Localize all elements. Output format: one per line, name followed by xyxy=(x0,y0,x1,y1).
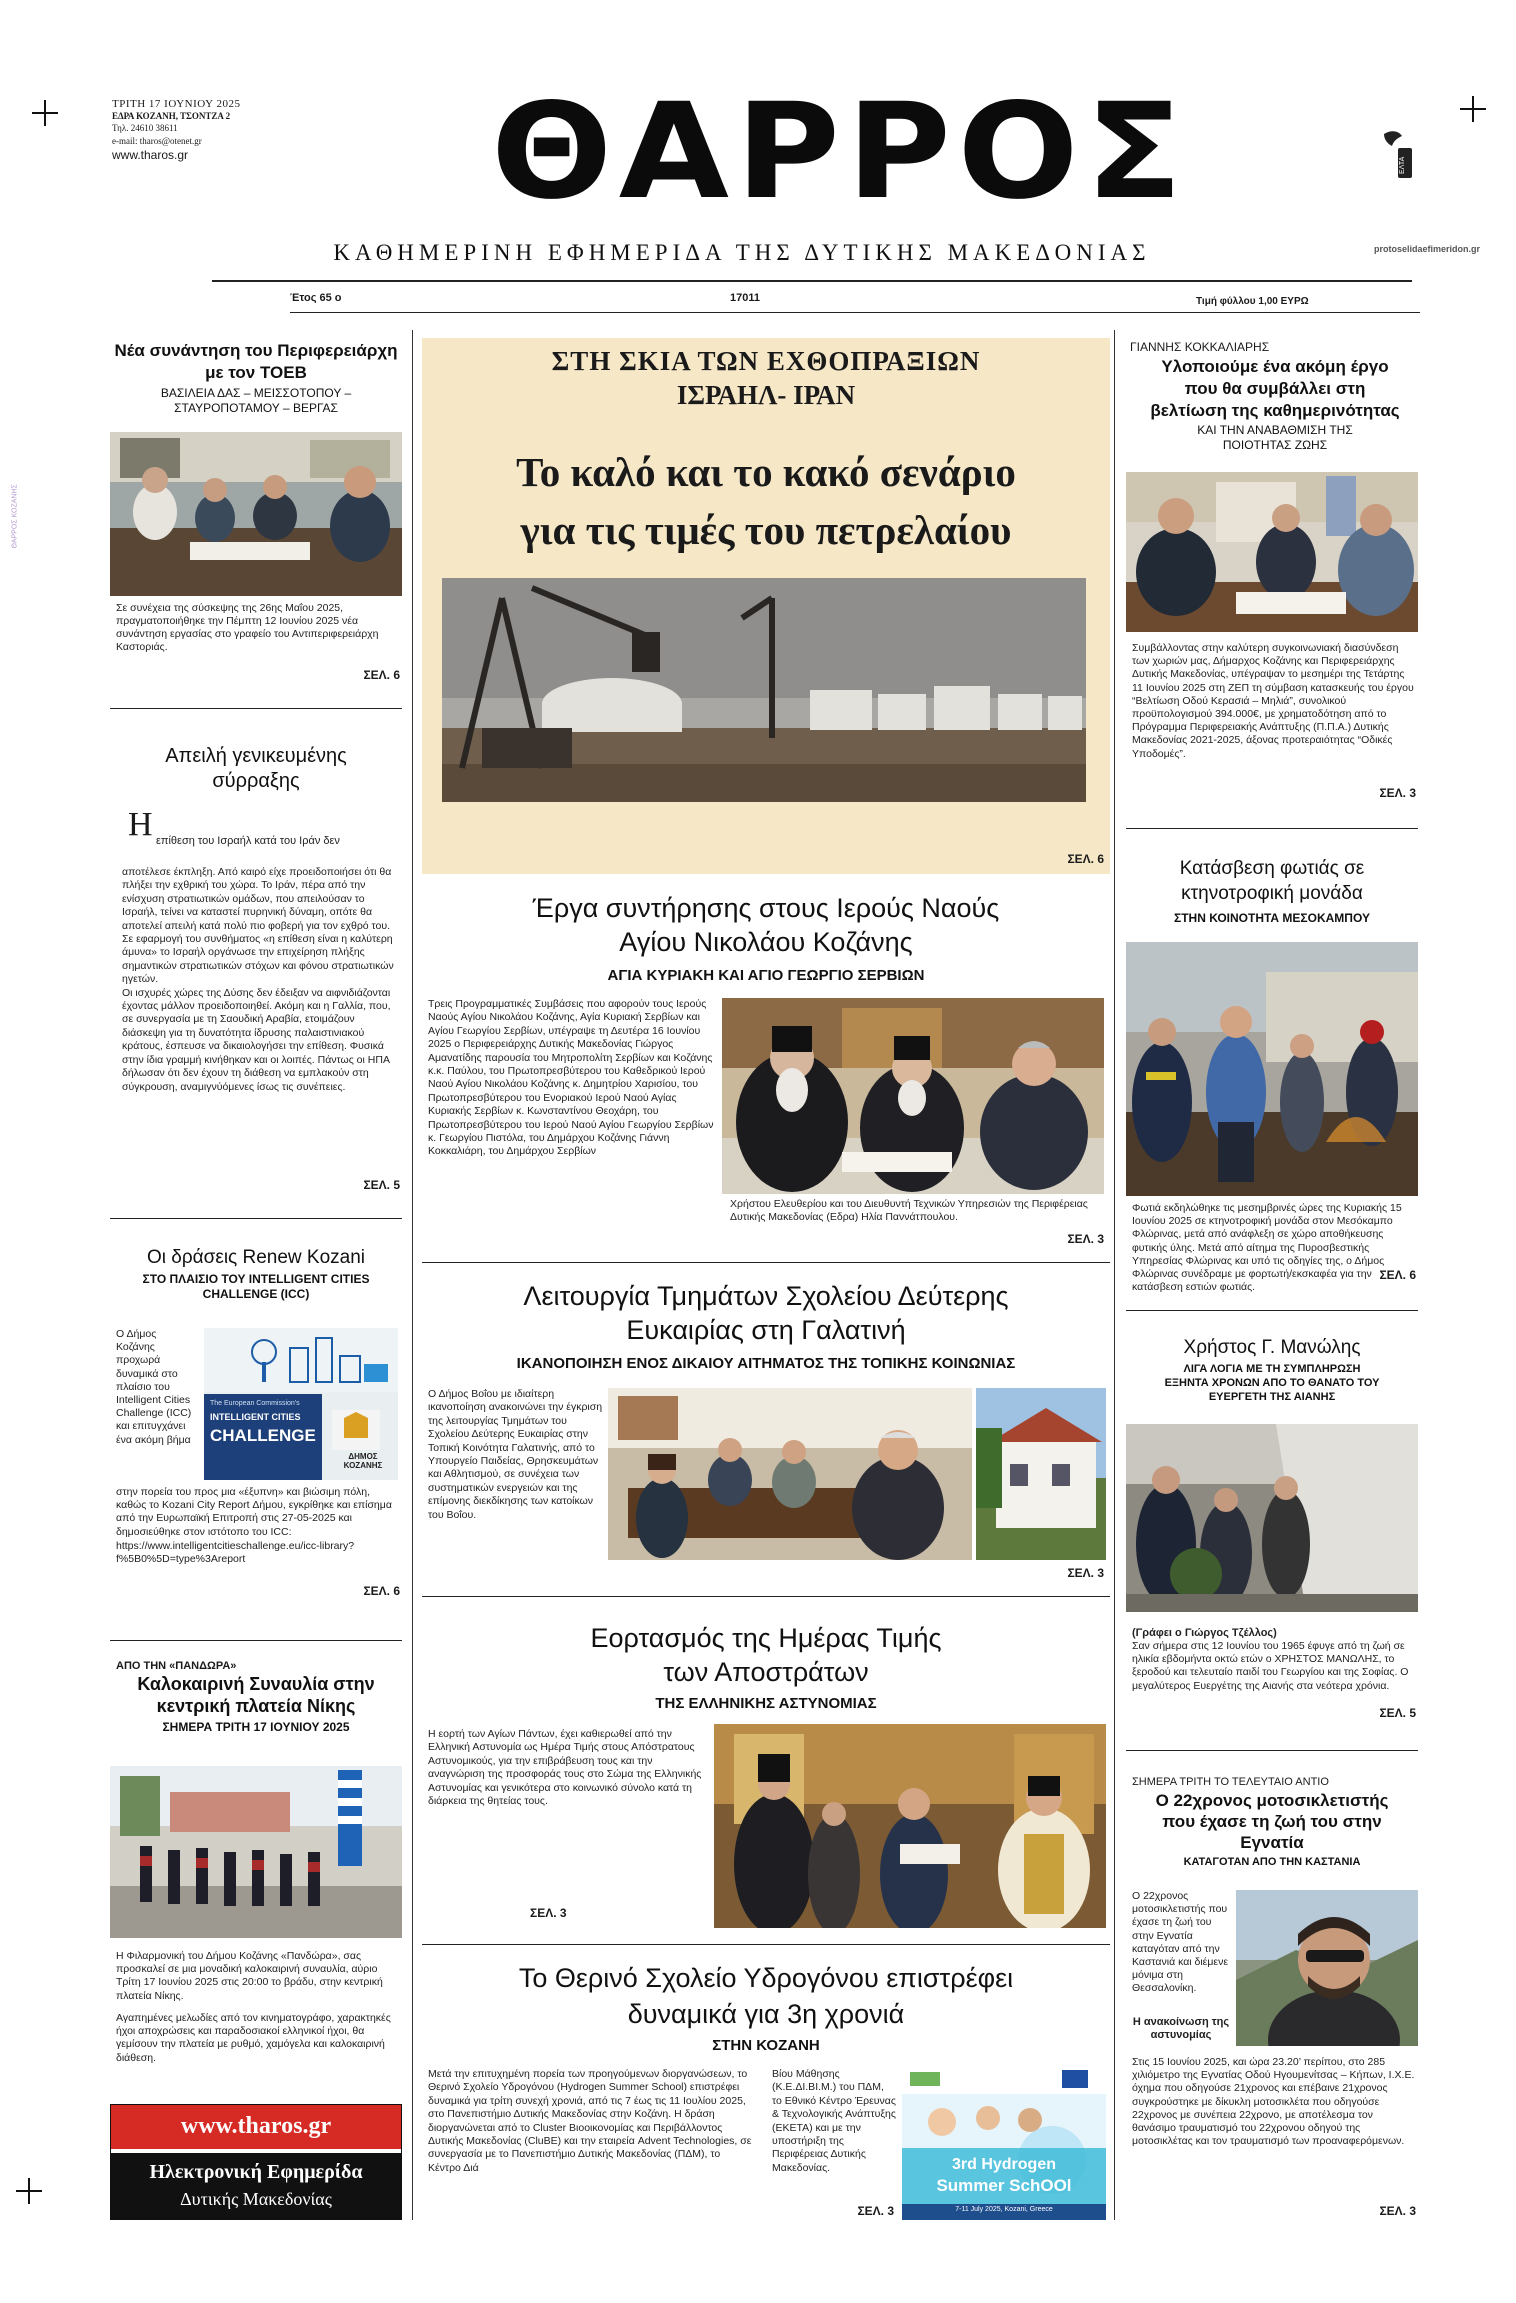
hydrogen-poster-line2: Summer SchOOl xyxy=(936,2176,1072,2195)
center-story-hydrogen-body2: Βίου Μάθησης (Κ.Ε.ΔΙ.ΒΙ.Μ.) του ΠΔΜ, το Εθνικό Κέντρο Έρευνας & Τεχνολογικής Ανάπτυξης (ΕΚΕΤΑ) και με την υποστήριξη της Περιφέρειας Δυτικής Μακεδονίας. xyxy=(772,2068,896,2174)
center-story-school-body: Ο Δήμος Βοΐου με ιδιαίτερη ικανοποίηση ανακοινώνει την έγκριση της λειτουργίας Τμημάτων του Σχολείου Δεύτερης Ευκαιρίας στην Τοπική Κοινότητα Γαλατινής, από το Υπουργείο Παιδείας, Θρησκευμάτων και Αθλητισμού, σε συνέχεια των συστηματικών ενεργειών και της επίμονης διεκδίκησης των κατοίκων του Βοΐου. xyxy=(428,1388,603,1521)
center-story-churches-title1[interactable]: Έργα συντήρησης στους Ιερούς Ναούς xyxy=(532,893,1000,923)
center-story-churches-ref[interactable]: ΣΕΛ. 3 xyxy=(1067,1232,1104,1246)
tharos-ad-url[interactable]: www.tharos.gr xyxy=(180,2113,332,2139)
center-story-churches-title2[interactable]: Αγίου Νικολάου Κοζάνης xyxy=(619,927,913,957)
right-story-crash-ref[interactable]: ΣΕΛ. 3 xyxy=(1379,2204,1416,2218)
right-divider-2 xyxy=(1126,1310,1418,1311)
left-story-war-body: αποτέλεσε έκπληξη. Από καιρό είχε προειδοποιήσει ότι θα πλήξει την εχθρική του χώρα. Το Ιράν, πέρα από την ενίσχυση στρατιωτικών ομάδων, που απειλούσαν το Ισραήλ, τείνει να καταστεί πυρηνική δύναμη, οπότε θα αποτελεί απειλή κατά πολύ πιο φοβερή για τον εχθρό του. Σε εφαρμογή του συνθήματος «η επίθεση είναι η καλύτερη άμυνα» το Ισραήλ οργάνωσε την επιχείρηση πλήξης σημαντικών στρατιωτικών στόχων και φόνου στρατιωτικών ηγετών. Οι ισχυρές χώρες της Δύσης δεν έδειξαν να αιφνιδιάζονται έχοντας μάλλον προειδοποιηθεί. Ακόμη και η Γαλλία, που, σε συνεργασία με τη Σαουδική Αραβία, ετοιμάζουν διάσκεψη για τη δυνατότητα ίδρυσης παλαιστινιακού κράτους, έσπευσε να δικαιολογήσει την επίθεση. Φυσικά στην ίδια γραμμή κινήθηκαν και οι λοιπές. Πάντως οι ΗΠΑ δήλωσαν ότι δεν έχουν τη διάθεση να εμπλακούν στη σύγκρουση, αναμιγνύόμενες ίσως τις συνέπειες. xyxy=(122,866,394,1093)
center-story-churches-caption: Χρήστου Ελευθερίου και του Διευθυντή Τεχνικών Υπηρεσιών της Περιφέρειας Δυτικής Μακεδονίας (Εδρα) Ηλία Παννάτπουλου. xyxy=(730,1198,1088,1224)
masthead-date: ΤΡΙΤΗ 17 ΙΟΥΝΙΟΥ 2025 xyxy=(112,98,241,110)
left-story-war xyxy=(110,744,402,794)
elta-logo xyxy=(1376,126,1416,182)
right-story-crash xyxy=(1126,1776,1418,1870)
photo-band-parade xyxy=(110,1766,402,1938)
center-story-churches-body: Τρεις Προγραμματικές Συμβάσεις που αφορούν τους Ιερούς Ναούς Αγίου Νικολάου Κοζάνης, Αγία Κυριακή Σερβίων και Αγίου Γεωργίου Σερβίων, υπέγραψε τη Δευτέρα 16 Ιουνίου 2025 ο Περιφερειάρχης Δυτικής Μακεδονίας Γιώργος Αμανατίδης παρουσία του Μητροπολίτη Σερβίων και Κοζάνης κ.κ. Παύλου, του Πρωτοπρεσβύτερου του Καθεδρικού Ιερού Ναού Αγίου Νικολάου Κοζάνης κ. Δημητρίου Χαρισίου, του Πρωτοπρεσβύτερου του Ενοριακού Ιερού Ναού Αγίας Κυριακής Σερβίων κ. Κωνσταντίνου Θεοχάρη, του Πρωτοπρεσβύτερου του Ιερού Ναού Αγίου Γεωργίου Σερβίων κ. Γεωργίου Πιστόλα, του Δημάρχου Κοζάνης Γιάννη Κοκκαλιάρη, του Δημάρχου Σερβίων xyxy=(428,998,714,1158)
lead-story-title2[interactable]: για τις τιμές του πετρελαίου xyxy=(520,507,1012,553)
right-story-fire-body: Φωτιά εκδηλώθηκε τις μεσημβρινές ώρες της Κυριακής 15 Ιουνίου 2025 σε κτηνοτροφική μονάδα στον Μεσόκαμπο Φλώρινας, μετά από ανάφλεξη σε χώρο αποθήκευσης φυτικής ύλης. Μετά από αίτημα της Πυροσβεστικής Υπηρεσίας Φλώρινας και υπό τις οδηγίες της, ο Δήμος Φλώρινας συνέδραμε με φορτωτή/εκσκαφέα για την κατάσβεση εστιών φωτιάς. xyxy=(1132,1202,1402,1294)
left-divider-3 xyxy=(110,1640,402,1641)
tharos-ad-line2: Δυτικής Μακεδονίας xyxy=(180,2189,332,2209)
lead-story-ref[interactable]: ΣΕΛ. 6 xyxy=(1067,852,1104,866)
photo-memorial xyxy=(1126,1424,1418,1612)
left-story-war-lead: επίθεση του Ισραήλ κατά του Ιράν δεν xyxy=(156,835,340,847)
masthead-web[interactable]: www.tharos.gr xyxy=(112,148,189,162)
center-story-hydrogen-subtitle: ΣΤΗΝ ΚΟΖΑΝΗ xyxy=(712,2037,820,2054)
lead-story-title1[interactable]: Το καλό και το κακό σενάριο xyxy=(516,449,1016,495)
center-divider-3 xyxy=(422,1944,1110,1945)
left-divider-2 xyxy=(110,1218,402,1219)
left-story-concert-title[interactable]: Καλοκαιρινή Συναυλία στην κεντρική πλατεία Νίκης xyxy=(137,1674,375,1716)
issue-rule xyxy=(290,312,1420,313)
right-story-crash-subtitle: ΚΑΤΑΓΟΤΑΝ ΑΠΟ ΤΗΝ ΚΑΣΤΑΝΙΑ xyxy=(1183,1856,1361,1868)
left-story-toeb-subtitle: ΒΑΣΙΛΕΙΑ ΔΑΣ – ΜΕΙΣΣΟΤΟΠΟΥ – ΣΤΑΥΡΟΠΟΤΑΜΟΥ – ΒΕΡΓΑΣ xyxy=(160,386,352,415)
right-story-fire xyxy=(1126,856,1418,926)
masthead-issue: 17011 xyxy=(730,292,760,304)
photo-school-meeting xyxy=(608,1388,972,1560)
center-story-hydrogen-body: Μετά την επιτυχημένη πορεία των προηγούμενων διοργανώσεων, το Θερινό Σχολείο Υδρογόνου (Hydrogen Summer School) επιστρέφει δυναμικά για τρίτη συνεχή χρονιά, από τις 7 έως τις 11 Ιουλίου 2025, στο Πανεπιστήμιο Δυτικής Μακεδονίας στην Κοζάνη. Η δράση διοργανώνεται από το Cluster Βιοοικονομίας και Περιβάλλοντος Δυτικής Μακεδονίας (CluBE) και την εταιρεία Advent Technologies, σε συνεργασία με το Πανεπιστήμιο Δυτικής Μακεδονίας (ΠΔΜ), το Κέντρο Διά xyxy=(428,2068,752,2174)
right-story-crash-announce: Η ανακοίνωση της αστυνομίας xyxy=(1132,2016,1230,2041)
right-story-manolis xyxy=(1126,1336,1418,1404)
right-story-crash-body: Στις 15 Ιουνίου 2025, και ώρα 23.20’ περίπου, στο 285 χιλιόμετρο της Εγνατίας Οδού Ηγουμενίτσας – Κήπων, Ι.Χ.Ε. όχημα που οδηγούσε 21χρονος και επέβαινε 21χρονος συγκρούστηκε με δίκυκλη μοτοσικλέτα που οδηγούσε 22χρονος με συνέπεια 22χρονο, με αποτέλεσμα τον θανάσιμο τραυματισμό του 22χρονου οδηγού της μοτοσικλέτας και τον τραυματισμό των προαναφερόμενων. xyxy=(1132,2056,1415,2148)
left-story-war-title[interactable]: Απειλή γενικευμένης σύρραξης xyxy=(165,745,347,792)
photo-toeb-meeting xyxy=(110,432,402,596)
right-story-fire-title[interactable]: Κατάσβεση φωτιάς σε κτηνοτροφική μονάδα xyxy=(1179,858,1365,904)
hydrogen-poster xyxy=(902,2064,1106,2220)
center-story-police-title1[interactable]: Εορτασμός της Ημέρας Τιμής xyxy=(590,1623,942,1653)
masthead-info xyxy=(112,98,312,162)
hydrogen-poster-line1: 3rd Hydrogen xyxy=(951,2156,1056,2173)
center-story-school-ref[interactable]: ΣΕΛ. 3 xyxy=(1067,1566,1104,1580)
right-story-kokkaliaris-title[interactable]: Υλοποιούμε ένα ακόμη έργο που θα συμβάλλει στη βελτίωση της καθημερινότητας xyxy=(1150,357,1400,420)
right-story-kokkaliaris-kicker: ΓΙΑΝΝΗΣ ΚΟΚΚΑΛΙΑΡΗΣ xyxy=(1130,340,1270,354)
masthead-email: e-mail: tharos@otenet.gr xyxy=(112,136,202,146)
center-story-school-title1[interactable]: Λειτουργία Τμημάτων Σχολείου Δεύτερης xyxy=(523,1281,1009,1311)
left-story-renew-ref[interactable]: ΣΕΛ. 6 xyxy=(363,1584,400,1598)
side-vertical-label: ΘΑΡΡΟΣ ΚΟΖΑΝΗΣ xyxy=(11,484,19,549)
left-story-renew-body-side: Ο Δήμος Κοζάνης προχωρά δυναμικά στο πλαίσιο του Intelligent Cities Challenge (ICC) και επιτυγχάνει ένα ακόμη βήμα xyxy=(116,1328,192,1446)
left-story-concert-body: Η Φιλαρμονική του Δήμου Κοζάνης «Πανδώρα», σας προσκαλεί σε μια μοναδική καλοκαιρινή συναυλία, αύριο Τρίτη 17 Ιουνίου 2025 στις 20:00 το βράδυ, στην κεντρική πλατεία Νίκης. xyxy=(116,1950,383,2002)
left-divider-1 xyxy=(110,708,402,709)
masthead-title: ΘΑΡΡΟΣ xyxy=(491,75,1189,229)
left-story-toeb xyxy=(110,340,402,416)
left-story-toeb-body: Σε συνέχεια της σύσκεψης της 26ης Μαΐου 2025, πραγματοποιήθηκε την Πέμπτη 12 Ιουνίου 2025 νέα συνάντηση εργασίας στο γραφείο του Αντιπεριφερειάρχη Καστοριάς. xyxy=(116,602,379,653)
column-divider-left xyxy=(412,330,413,2220)
left-story-renew-title[interactable]: Οι δράσεις Renew Kozani xyxy=(146,1247,366,1268)
photo-oil-field xyxy=(442,578,1086,802)
masthead-rule xyxy=(212,280,1412,282)
lead-story-kicker2: ΙΣΡΑΗΛ- ΙΡΑΝ xyxy=(676,380,856,410)
right-story-kokkaliaris-subtitle: ΚΑΙ ΤΗΝ ΑΝΑΒΑΘΜΙΣΗ ΤΗΣ ΠΟΙΟΤΗΤΑΣ ΖΩΗΣ xyxy=(1197,423,1353,452)
crop-mark-bottom-left xyxy=(16,2178,42,2204)
right-story-kokkaliaris xyxy=(1130,340,1420,453)
right-divider-1 xyxy=(1126,828,1418,829)
left-story-renew-subtitle: ΣΤΟ ΠΛΑΙΣΙΟ ΤΟΥ INTELLIGENT CITIES CHALLENGE (ICC) xyxy=(142,1272,370,1301)
source-label: protoselidaefimeridon.gr xyxy=(1374,244,1481,254)
photo-fire-scene xyxy=(1126,942,1418,1196)
left-story-concert xyxy=(110,1660,402,1735)
right-story-crash-title[interactable]: Ο 22χρονος μοτοσικλετιστής που έχασε τη ζωή του στην Εγνατία xyxy=(1155,1791,1389,1852)
right-story-fire-subtitle: ΣΤΗΝ ΚΟΙΝΟΤΗΤΑ ΜΕΣΟΚΑΜΠΟΥ xyxy=(1174,911,1370,925)
masthead-address: ΕΔΡΑ ΚΟΖΑΝΗ, ΤΣΟΝΤΖΑ 2 xyxy=(112,111,231,121)
left-story-renew-link[interactable]: https://www.intelligentcitieschallenge.eu/icc-library?f%5B0%5D=type%3Areport xyxy=(116,1540,355,1566)
center-story-hydrogen-title2[interactable]: δυναμικά για 3η χρονιά xyxy=(627,1999,905,2029)
right-story-crash-kicker: ΣΗΜΕΡΑ ΤΡΙΤΗ ΤΟ ΤΕΛΕΥΤΑΙΟ ΑΝΤΙΟ xyxy=(1132,1776,1329,1788)
right-story-manolis-body: Σαν σήμερα στις 12 Ιουνίου του 1965 έφυγε από τη ζωή σε ηλικία εβδομήντα οκτώ ετών ο ΧΡΗΣΤΟΣ ΜΑΝΩΛΗΣ, το ξεροδού και τελευταίο παιδί του Γεωργίου και της Σοφίας. Ο μεγαλύτερος Ευεργέτης της Αιανής στα νεότερα χρόνια. xyxy=(1132,1640,1409,1692)
photo-police-ceremony xyxy=(714,1724,1106,1928)
dimos-kozanis: ΔΗΜΟΣ ΚΟΖΑΝΗΣ xyxy=(343,1452,383,1470)
center-story-police-subtitle: ΤΗΣ ΕΛΛΗΝΙΚΗΣ ΑΣΤΥΝΟΜΙΑΣ xyxy=(655,1695,877,1712)
photo-school-building xyxy=(976,1388,1106,1560)
right-divider-3 xyxy=(1126,1750,1418,1751)
icc-challenge: CHALLENGE xyxy=(210,1426,316,1445)
right-story-manolis-ref[interactable]: ΣΕΛ. 5 xyxy=(1379,1706,1416,1720)
icc-challenge-graphic xyxy=(204,1328,398,1480)
column-divider-right xyxy=(1114,330,1115,2220)
left-story-concert-subtitle: ΣΗΜΕΡΑ ΤΡΙΤΗ 17 ΙΟΥΝΙΟΥ 2025 xyxy=(162,1720,350,1734)
photo-contract-signing xyxy=(1126,472,1418,632)
center-story-police-title2[interactable]: των Αποστράτων xyxy=(663,1657,869,1687)
right-story-crash-body-side: Ο 22χρονος μοτοσικλετιστής που έχασε τη ζωή του στην Εγνατία καταγόταν από την Καστανιά και διέμενε μόνιμα στη Θεσσαλονίκη. xyxy=(1132,1890,1229,1995)
masthead-year: Έτος 65 ο xyxy=(290,292,342,304)
lead-story-kicker1: ΣΤΗ ΣΚΙΑ ΤΩΝ ΕΧΘΟΠΡΑΞΙΩΝ xyxy=(551,346,981,376)
center-story-churches-subtitle: ΑΓΙΑ ΚΥΡΙΑΚΗ ΚΑΙ ΑΓΙΟ ΓΕΩΡΓΙΟ ΣΕΡΒΙΩΝ xyxy=(607,967,925,984)
masthead-price: Τιμή φύλλου 1,00 ΕΥΡΩ xyxy=(1196,296,1309,307)
center-story-hydrogen-ref[interactable]: ΣΕΛ. 3 xyxy=(857,2204,894,2218)
right-story-kokkaliaris-body: Συμβάλλοντας στην καλύτερη συγκοινωνιακή διασύνδεση των χωριών μας, Δήμαρχος Κοζάνης και Περιφερειάρχης Δυτικής Μακεδονίας, υπέγραψαν το μεσημέρι της Τετάρτης 11 Ιουνίου 2025 στη ΖΕΠ τη σύμβαση κατασκευής του έργου “Βελτίωση Οδού Κερασιά – Μηλιά”, συνολικού προϋπολογισμού 394.000€, με χρηματοδότηση από το Πρόγραμμα Περιφερειακής Ανάπτυξης (Π.Π.Α.) Δυτικής Μακεδονίας 2021-2025, άξονας προτεραιότητας “Οδικές Υποδομές”. xyxy=(1132,642,1414,760)
crop-mark-top-left xyxy=(32,100,58,126)
icc-line: The European Commission's xyxy=(210,1400,300,1407)
left-story-toeb-ref[interactable]: ΣΕΛ. 6 xyxy=(363,668,400,682)
right-story-fire-ref[interactable]: ΣΕΛ. 6 xyxy=(1379,1268,1416,1282)
left-story-concert-body2: Αγαπημένες μελωδίες από τον κινηματογράφο, χαρακτηκές ήχοι αποχρώσεις και παραδοσιακοί ελληνικοί ήχοι, θα γεμίσουν την πλατεία με ρυθμό, χαμόγελα και καλοκαιρινή διάθεση. xyxy=(116,2012,391,2064)
left-story-renew xyxy=(110,1246,402,1302)
left-story-war-dropcap: Η xyxy=(128,806,153,843)
left-story-toeb-title[interactable]: Νέα συνάντηση του Περιφερειάρχη με τον ΤΟΕΒ xyxy=(114,341,398,382)
photo-church-signing xyxy=(722,998,1104,1194)
icc-name: INTELLIGENT CITIES xyxy=(210,1412,301,1422)
right-story-manolis-byline: (Γράφει ο Γιώργος Τζέλλος) xyxy=(1132,1627,1277,1639)
tharos-ad[interactable] xyxy=(110,2104,402,2220)
center-story-school-subtitle: ΙΚΑΝΟΠΟΙΗΣΗ ΕΝΟΣ ΔΙΚΑΙΟΥ ΑΙΤΗΜΑΤΟΣ ΤΗΣ ΤΟΠΙΚΗΣ ΚΟΙΝΩΝΙΑΣ xyxy=(516,1355,1016,1372)
center-story-school-title2[interactable]: Ευκαιρίας στη Γαλατινή xyxy=(626,1315,906,1345)
left-story-concert-kicker: ΑΠΟ ΤΗΝ «ΠΑΝΔΩΡΑ» xyxy=(116,1660,237,1672)
photo-motorcyclist xyxy=(1236,1890,1418,2046)
right-story-kokkaliaris-ref[interactable]: ΣΕΛ. 3 xyxy=(1379,786,1416,800)
masthead-phone: Τηλ. 24610 38611 xyxy=(112,123,178,133)
crop-mark-top-right xyxy=(1460,96,1486,122)
center-story-police-body: Η εορτή των Αγίων Πάντων, έχει καθιερωθεί από την Ελληνική Αστυνομία ως Ημέρα Τιμής στους Απόστρατους Αστυνομικούς, για την επιβράβευση τους και την αναγνώριση της προσφοράς τους στο Σώμα της Ελληνικής Αστυνομίας και γενικότερα στο κοινωνικό σύνολο κατά τη διάρκεια της θητείας τους. xyxy=(428,1728,702,1808)
center-story-police-ref[interactable]: ΣΕΛ. 3 xyxy=(530,1906,567,1920)
center-story-hydrogen-title1[interactable]: Το Θερινό Σχολείο Υδρογόνου επιστρέφει xyxy=(518,1963,1014,1993)
elta-label: ΕΛΤΑ xyxy=(1399,156,1406,174)
center-divider-2 xyxy=(422,1596,1110,1597)
left-story-war-ref[interactable]: ΣΕΛ. 5 xyxy=(363,1178,400,1192)
left-story-renew-body: στην πορεία του προς μια «έξυπνη» και βιώσιμη πόλη, καθώς το Kozani City Report Δήμου, εγκρίθηκε και επίσημα από την Ευρωπαϊκή Επιτροπή στις 27-05-2025 και δημοσιεύθηκε στον ιστότοπο του ICC: xyxy=(116,1486,392,1538)
masthead-subtitle: ΚΑΘΗΜΕΡΙΝΗ ΕΦΗΜΕΡΙΔΑ ΤΗΣ ΔΥΤΙΚΗΣ ΜΑΚΕΔΟΝΙΑΣ xyxy=(333,240,1151,265)
tharos-ad-line1: Ηλεκτρονική Εφημερίδα xyxy=(149,2161,363,2183)
center-divider-1 xyxy=(422,1262,1110,1263)
hydrogen-poster-line3: 7-11 July 2025, Kozani, Greece xyxy=(955,2206,1053,2213)
right-story-manolis-subtitle: ΛΙΓΑ ΛΟΓΙΑ ΜΕ ΤΗ ΣΥΜΠΛΗΡΩΣΗ ΕΞΗΝΤΑ ΧΡΟΝΩΝ ΑΠΟ ΤΟ ΘΑΝΑΤΟ ΤΟΥ ΕΥΕΡΓΕΤΗ ΤΗΣ ΑΙΑΝΗΣ xyxy=(1164,1363,1380,1403)
right-story-manolis-title[interactable]: Χρήστος Γ. Μανώλης xyxy=(1183,1337,1361,1358)
